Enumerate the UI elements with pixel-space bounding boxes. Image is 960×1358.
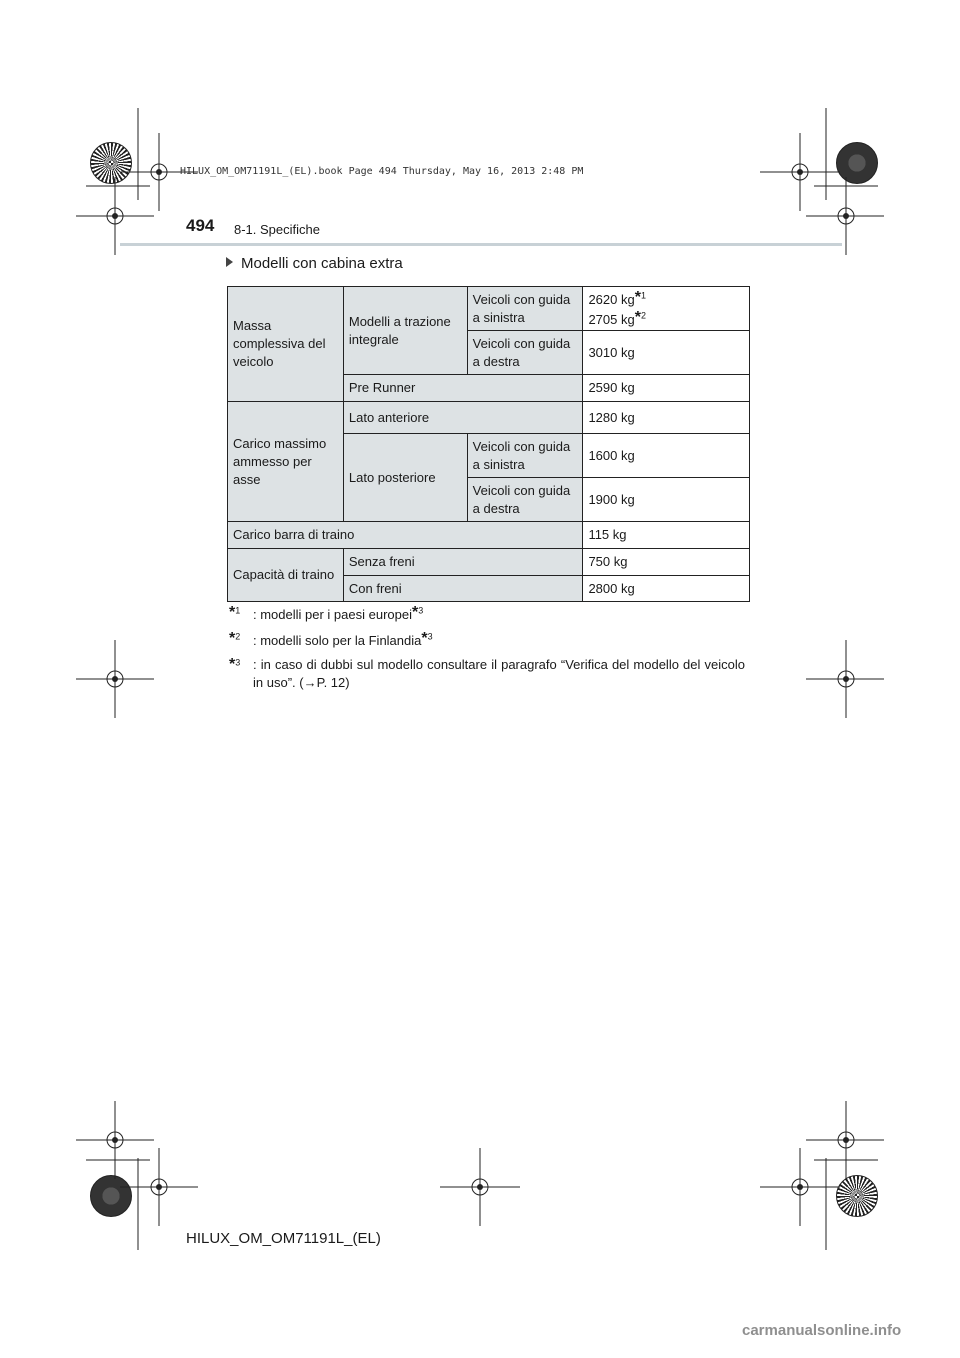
footnote-ref: 2	[640, 310, 646, 321]
footnote-key: *$^1$	[229, 604, 241, 621]
asterisk-icon: *	[229, 656, 236, 673]
page-number: 494	[186, 216, 215, 235]
subheading-text: Modelli con cabina extra	[241, 255, 403, 272]
asterisk-icon: *	[229, 630, 236, 647]
triangle-bullet-icon	[226, 257, 233, 267]
subheading	[226, 255, 403, 272]
front-label: Lato anteriore	[343, 402, 583, 434]
rear-lhd-value: 1600 kg	[583, 434, 750, 478]
rhd-value: 3010 kg	[583, 331, 750, 375]
asterisk-icon: *	[229, 604, 236, 621]
asterisk-icon: *	[411, 604, 419, 621]
footnote-ref: 1	[640, 290, 646, 301]
footnotes	[229, 604, 745, 698]
prerunner-label: Pre Runner	[343, 375, 583, 402]
rear-rhd-value: 1900 kg	[583, 478, 750, 522]
lhd-value-1: 2620 kg	[588, 291, 635, 307]
towing-label: Capacità di traino	[228, 549, 344, 602]
footnote-1	[229, 604, 745, 624]
asterisk-icon: *	[634, 288, 641, 306]
towbar-value: 115 kg	[583, 522, 750, 549]
footnote-key: *$^2$	[229, 630, 241, 647]
watermark: carmanualsonline.info	[742, 1322, 902, 1339]
brake-label: Con freni	[343, 576, 583, 602]
front-value: 1280 kg	[583, 402, 750, 434]
asterisk-icon: *	[421, 630, 428, 647]
document-code: HILUX_OM_OM71191L_(EL)	[186, 1230, 381, 1247]
header-rule	[120, 243, 842, 246]
asterisk-icon: *	[634, 308, 641, 326]
lhd-value	[583, 287, 750, 331]
rear-lhd-label: Veicoli con guida a sinistra	[467, 434, 583, 478]
spec-table	[227, 286, 750, 602]
footnote-key: *$^3$	[229, 656, 241, 673]
section-title: 8-1. Specifiche	[234, 222, 320, 237]
towbar-label: Carico barra di traino	[228, 522, 583, 549]
prerunner-value: 2590 kg	[583, 375, 750, 402]
footnote-text: : in caso di dubbi sul modello consultare il paragrafo “Verifica del modello del veicolo in uso”. (→P. 12)	[253, 657, 745, 690]
nobrake-label: Senza freni	[343, 549, 583, 576]
footnote-2	[229, 630, 745, 650]
nobrake-value: 750 kg	[583, 549, 750, 576]
rear-label: Lato posteriore	[343, 434, 467, 522]
lhd-label: Veicoli con guida a sinistra	[467, 287, 583, 331]
footnote-3	[229, 656, 745, 692]
footnote-text: : modelli per i paesi europei	[253, 607, 412, 622]
rhd-label: Veicoli con guida a destra	[467, 331, 583, 375]
lhd-value-2: 2705 kg	[588, 311, 635, 327]
footnote-ref: 3	[418, 605, 424, 616]
footnote-ref: 3	[427, 631, 433, 642]
file-stamp: HILUX_OM_OM71191L_(EL).book Page 494 Thursday, May 16, 2013 2:48 PM	[180, 166, 584, 177]
rear-rhd-label: Veicoli con guida a destra	[467, 478, 583, 522]
awd-label: Modelli a trazione integrale	[343, 287, 467, 375]
footnote-text: : modelli solo per la Finlandia	[253, 633, 422, 648]
axle-label: Carico massimo ammesso per asse	[228, 402, 344, 522]
brake-value: 2800 kg	[583, 576, 750, 602]
mass-label: Massa complessiva del veicolo	[228, 287, 344, 402]
